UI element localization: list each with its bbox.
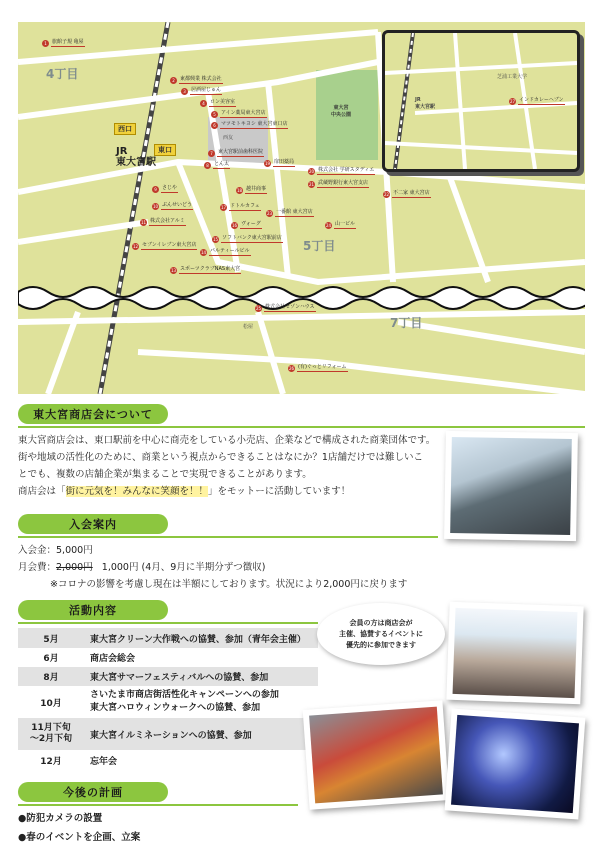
shop-marker[interactable]: 26 (有)ぐっとリフォーム (288, 364, 347, 371)
shop-marker[interactable]: 5 アイン薬局東大宮店 (211, 110, 267, 118)
activities-heading-bar (18, 600, 318, 624)
area-map (18, 22, 585, 394)
shop-marker[interactable]: 25 株式会社セゾンハウス (255, 304, 315, 311)
shop-marker[interactable]: 20 株式会社 学研スタディエ (308, 167, 375, 174)
about-line: 街や地域の活性化のために、商業という視点からできることはなにか？1店舗だけでは難しいこ (18, 452, 423, 463)
shop-marker[interactable]: 27 インドカレーヘブン (509, 97, 564, 104)
shop-marker[interactable]: 22 不二家 東大宮店 (383, 190, 430, 197)
about-line: とでも、複数の店舗企業が集まることで実現できることがあります。 (18, 469, 312, 480)
shop-marker[interactable]: 24 山一ビル (325, 221, 356, 228)
join-text (18, 542, 438, 593)
motto: 街に元気を！みんなに笑顔を！！ (65, 486, 209, 497)
inset-university: 芝浦工業大学 (497, 74, 528, 80)
inset-map (382, 30, 580, 172)
fee-note: ※コロナの影響を考慮し現在は半額にしております。状況により2,000円に戻ります (50, 579, 408, 590)
shop-marker[interactable]: 19 扉田薬局 (264, 159, 295, 166)
monthly-fee-new: 1,000円 (4月、9月に半期分ずつ徴収) (101, 562, 266, 573)
shop-marker[interactable]: 16 ヴォーグ (231, 221, 261, 228)
monthly-fee: 月会費：2,000円 1,000円 (4月、9月に半期分ずつ徴収) (18, 562, 266, 573)
park-label: 東大宮 中央公園 (331, 105, 352, 118)
shop-marker[interactable]: 2 東都興業 株式会社 (170, 76, 223, 84)
plan-item: ●春のイベントを企画、立案 (18, 832, 141, 843)
shop-marker[interactable]: 6 マツモトキヨシ 東大宮東口店 (211, 121, 288, 129)
about-line: 東大宮商店会は、東口駅前を中心に商売をしている小売店、企業などで構成された商業団体です。 (18, 435, 436, 446)
table-row: 6月 商店会総会 (18, 648, 318, 667)
area-label-7chome: 7丁目 (390, 316, 423, 330)
shop-marker[interactable]: 13 スポーツクラブNAS東大宮 (170, 266, 241, 273)
member-benefit-bubble: 会員の方は商店会が 主催、協賛するイベントに 優先的に参加できます (317, 603, 445, 665)
shop-marker[interactable]: 23 一番館 東大宮店 (266, 209, 313, 216)
inset-station: JR 東大宮駅 (415, 97, 436, 110)
table-row: 12月 忘年会 (18, 750, 318, 770)
monthly-fee-old: 2,000円 (56, 562, 93, 573)
area-label-4chome: 4丁目 (46, 67, 79, 81)
area-label-5chome: 5丁目 (303, 239, 336, 253)
shop-marker[interactable]: 14 パルティールビル (200, 248, 250, 255)
label-matsuya: 松屋 (243, 324, 254, 330)
station-jr: JR (116, 146, 128, 157)
photo-shop-event (444, 431, 578, 541)
about-motto-line: 商店会は「街に元気を！みんなに笑顔を！！」をモットーに活動しています！ (18, 486, 351, 497)
shop-marker[interactable]: 7 東大宮駅前歯科医院 (208, 149, 264, 157)
photo-illumination (445, 708, 586, 819)
join-heading-bar (18, 514, 438, 538)
table-row: 5月 東大宮クリーン大作戦への協賛、参加（青年会主催） (18, 628, 318, 648)
shop-marker[interactable]: 3 居酒屋じゅん (181, 87, 222, 95)
shop-marker[interactable]: 15 ソフトバンク東大宮駅前店 (212, 235, 282, 242)
activities-table (18, 628, 318, 770)
station-name: 東大宮駅 (116, 157, 156, 168)
entry-fee: 入会金：5,000円 (18, 545, 93, 556)
about-heading: 東大宮商店会について (18, 404, 168, 424)
photo-festival (446, 602, 583, 705)
station-label (116, 146, 156, 168)
shop-marker[interactable]: 11 株式会社アルミ (140, 218, 185, 225)
about-heading-bar (18, 404, 585, 428)
plans-heading-bar (18, 782, 298, 806)
shop-marker[interactable]: 12 セブンイレブン東大宮店 (132, 242, 197, 249)
about-text (18, 432, 438, 500)
shop-marker[interactable]: 9 さじや (152, 185, 178, 193)
gate-west: 西口 (114, 123, 136, 135)
activities-heading: 活動内容 (18, 600, 168, 620)
shop-marker[interactable]: 18 越井商事 (236, 186, 267, 193)
table-row: 10月 さいたま市商店街活性化キャンペーンへの参加 東大宮ハロウィンウォークへの協賛、参加 (18, 686, 318, 718)
table-row: 11月下旬 〜2月下旬 東大宮イルミネーションへの協賛、参加 (18, 718, 318, 750)
label-seiyu: 西友 (223, 135, 234, 141)
shop-marker[interactable]: 17 ドトルカフェ (220, 203, 260, 210)
table-row: 8月 東大宮サマーフェスティバルへの協賛、参加 (18, 667, 318, 686)
shop-marker[interactable]: 8 とん太 (204, 161, 230, 169)
shop-marker[interactable]: 4 ロン美容室 (200, 99, 236, 107)
photo-halloween (303, 700, 450, 810)
shop-marker[interactable]: 21 武蔵野銀行東大宮支店 (308, 180, 369, 187)
shop-marker[interactable]: 10 ぶんせいどう (152, 202, 193, 209)
join-heading: 入会案内 (18, 514, 168, 534)
gate-east: 東口 (154, 144, 176, 156)
plans-heading: 今後の計画 (18, 782, 168, 802)
plan-item: ●防犯カメラの設置 (18, 813, 103, 824)
shop-marker[interactable]: 1 旅館子規 亀屋 (42, 39, 85, 47)
